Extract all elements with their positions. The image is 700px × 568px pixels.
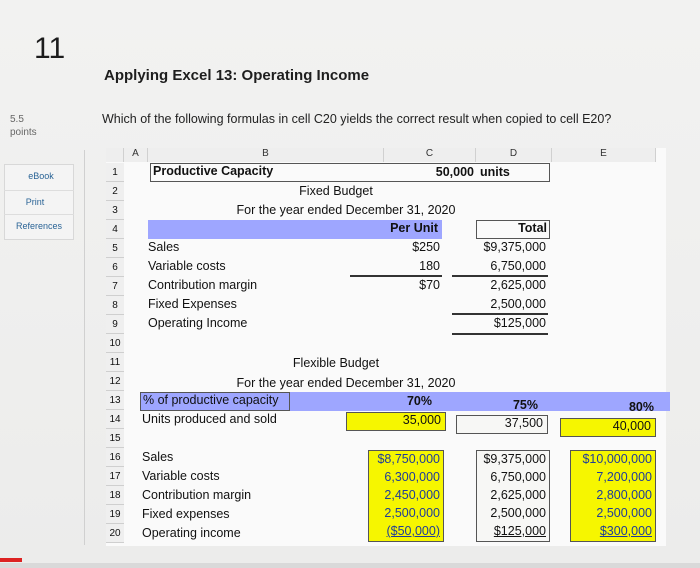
row-number: 17 <box>106 467 124 486</box>
points-value: 5.5 <box>10 114 24 125</box>
flex-cm-label: Contribution margin <box>142 488 252 502</box>
question-number: 11 <box>34 32 66 65</box>
flex-oi-c: ($50,000) <box>386 524 440 538</box>
flex-variable-e: 7,200,000 <box>596 470 652 484</box>
fixed-sales-per-unit: $250 <box>412 240 440 254</box>
flex-sales-c: $8,750,000 <box>377 452 440 466</box>
flex-fixed-d: 2,500,000 <box>490 506 546 520</box>
row-number: 13 <box>106 391 124 410</box>
fixed-variable-per-unit: 180 <box>419 259 440 273</box>
col-header-e: E <box>552 148 656 162</box>
capacity-e: 80% <box>628 400 654 414</box>
units-e: 40,000 <box>560 418 656 437</box>
fixed-expenses-label: Fixed Expenses <box>148 297 237 311</box>
sidebar-divider <box>4 190 74 191</box>
row-number: 19 <box>106 505 124 524</box>
select-all-corner <box>106 148 124 162</box>
sidebar-item-references[interactable]: References <box>15 221 63 231</box>
capacity-label: % of productive capacity <box>140 392 290 411</box>
col-header-b: B <box>148 148 384 162</box>
content-divider <box>84 150 85 545</box>
row-number: 7 <box>106 277 124 296</box>
fixed-budget-title: Fixed Budget <box>299 184 373 198</box>
flex-cm-d: 2,625,000 <box>490 488 546 502</box>
fixed-variable-total: 6,750,000 <box>490 259 546 273</box>
col-header-c: C <box>384 148 476 162</box>
flex-variable-d: 6,750,000 <box>490 470 546 484</box>
fixed-sales-label: Sales <box>148 240 180 254</box>
flexible-budget-subtitle: For the year ended December 31, 2020 <box>236 376 456 390</box>
row-number: 4 <box>106 220 124 239</box>
flex-sales-label: Sales <box>142 450 174 464</box>
flex-fixed-e: 2,500,000 <box>596 506 652 520</box>
fixed-sales-total: $9,375,000 <box>483 240 546 254</box>
fixed-expenses-total: 2,500,000 <box>490 297 546 311</box>
flex-cm-e: 2,800,000 <box>596 488 652 502</box>
row-number: 1 <box>106 163 124 182</box>
fixed-cm-total: 2,625,000 <box>490 278 546 292</box>
flex-sales-d: $9,375,000 <box>483 452 546 466</box>
points-label: points <box>10 127 37 138</box>
flex-fixed-c: 2,500,000 <box>384 506 440 520</box>
row-number: 12 <box>106 372 124 391</box>
fixed-variable-label: Variable costs <box>148 259 226 273</box>
question-title: Applying Excel 13: Operating Income <box>104 67 370 84</box>
productive-capacity-value: 50,000 <box>435 165 474 179</box>
row-number: 2 <box>106 182 124 201</box>
total-header: Total <box>476 220 550 239</box>
flex-cm-c: 2,450,000 <box>384 488 440 502</box>
flex-fixed-label: Fixed expenses <box>142 507 230 521</box>
spreadsheet-image <box>106 148 666 546</box>
row-number: 20 <box>106 524 124 543</box>
row-number: 15 <box>106 429 124 448</box>
productive-capacity-label: Productive Capacity <box>153 164 274 178</box>
flex-oi-e: $300,000 <box>599 524 652 538</box>
flex-oi-label: Operating income <box>142 526 241 540</box>
row-number: 11 <box>106 353 124 372</box>
col-header-a: A <box>124 148 148 162</box>
flex-variable-c: 6,300,000 <box>384 470 440 484</box>
fixed-cm-label: Contribution margin <box>148 278 258 292</box>
units-c: 35,000 <box>346 412 446 431</box>
row-number: 3 <box>106 201 124 220</box>
row-number: 8 <box>106 296 124 315</box>
flex-sales-e: $10,000,000 <box>582 452 652 466</box>
units-d: 37,500 <box>456 415 548 434</box>
col-header-d: D <box>476 148 552 162</box>
row-number: 10 <box>106 334 124 353</box>
subtotal-rule <box>452 313 548 315</box>
row-number: 5 <box>106 239 124 258</box>
fixed-oi-total: $125,000 <box>493 316 546 330</box>
row-number: 9 <box>106 315 124 334</box>
fixed-oi-label: Operating Income <box>148 316 248 330</box>
capacity-d: 75% <box>512 398 538 412</box>
row-number: 16 <box>106 448 124 467</box>
flex-oi-d: $125,000 <box>493 524 546 538</box>
question-prompt: Which of the following formulas in cell C20 yields the correct result when copied to cell E20? <box>102 112 612 126</box>
fixed-cm-per-unit: $70 <box>419 278 440 292</box>
sidebar-divider <box>4 214 74 215</box>
row-number: 18 <box>106 486 124 505</box>
sidebar-item-ebook[interactable]: eBook <box>28 171 54 181</box>
flexible-budget-title: Flexible Budget <box>292 356 380 370</box>
fixed-budget-subtitle: For the year ended December 31, 2020 <box>236 203 456 217</box>
capacity-c: 70% <box>406 394 432 408</box>
sidebar-item-print[interactable]: Print <box>25 197 45 207</box>
units-label: Units produced and sold <box>142 412 277 426</box>
total-rule <box>452 333 548 335</box>
productive-capacity-unit: units <box>480 165 510 179</box>
points-info <box>10 113 37 139</box>
bottom-bar <box>0 563 700 568</box>
flex-variable-label: Variable costs <box>142 469 220 483</box>
subtotal-rule <box>452 275 548 277</box>
row-number: 6 <box>106 258 124 277</box>
row-number: 14 <box>106 410 124 429</box>
subtotal-rule <box>350 275 442 277</box>
progress-marker <box>0 558 22 562</box>
per-unit-header: Per Unit <box>390 221 438 235</box>
